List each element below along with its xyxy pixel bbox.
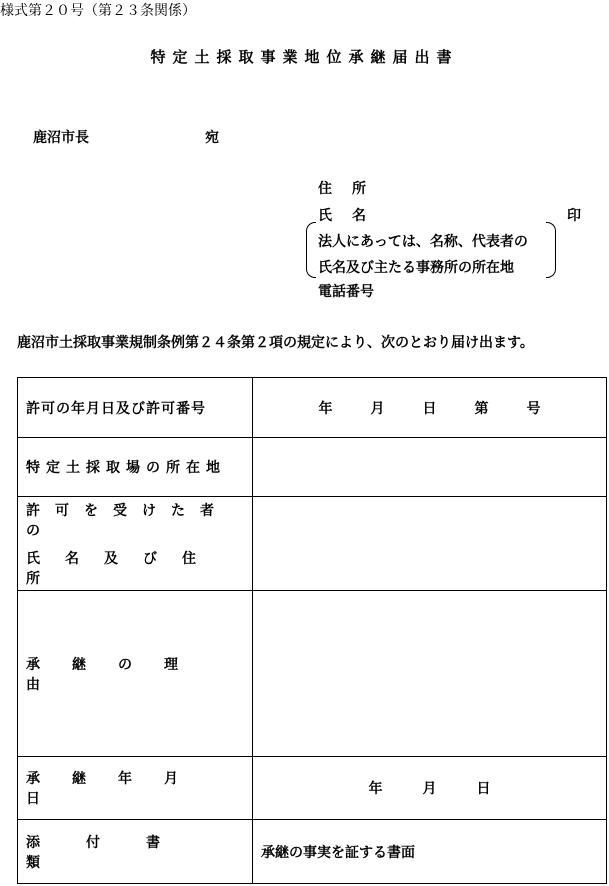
table-row xyxy=(18,497,607,591)
corporate-note-line1: 法人にあっては、名称、代表者の xyxy=(318,234,528,250)
name-label: 氏名 xyxy=(318,208,386,224)
table-row xyxy=(18,591,607,757)
holder-label-line1: 許可を受けた者の xyxy=(26,502,229,539)
row-label-permit-holder xyxy=(18,497,253,591)
table-row xyxy=(18,378,607,438)
year-unit: 年 xyxy=(318,400,333,417)
address-label: 住所 xyxy=(318,181,386,197)
table-row xyxy=(18,820,607,884)
row-label-succession-date xyxy=(18,757,253,820)
month-unit: 月 xyxy=(370,400,385,417)
row-label-location xyxy=(18,438,253,497)
reason-label: 承継の理由 xyxy=(26,656,210,693)
attachments-label: 添付書類 xyxy=(26,834,206,871)
number-suffix: 号 xyxy=(526,400,541,417)
permit-value-cell[interactable] xyxy=(253,378,607,438)
addressee-honorific: 宛 xyxy=(205,130,219,146)
bracket-left xyxy=(306,222,316,278)
year-unit: 年 xyxy=(368,781,383,797)
document-title: 特定土採取事業地位承継届出書 xyxy=(150,48,459,66)
corporate-note-line2: 氏名及び主たる事務所の所在地 xyxy=(318,260,514,276)
holder-label-line2: 氏名及び住所 xyxy=(26,550,221,587)
attachments-value: 承継の事実を証する書面 xyxy=(261,844,415,861)
reason-value-cell[interactable] xyxy=(253,591,607,757)
seal-mark: 印 xyxy=(567,208,581,224)
succession-date-value-cell[interactable] xyxy=(253,757,607,820)
row-label-attachments xyxy=(18,820,253,884)
day-unit: 日 xyxy=(476,781,491,797)
attachments-value-cell[interactable] xyxy=(253,820,607,884)
bracket-right xyxy=(546,222,556,278)
table-row xyxy=(18,438,607,497)
day-unit: 日 xyxy=(422,400,437,417)
notification-table xyxy=(17,377,607,884)
table-row xyxy=(18,757,607,820)
phone-label: 電話番号 xyxy=(318,284,374,300)
location-value-cell[interactable] xyxy=(253,438,607,497)
holder-value-cell[interactable] xyxy=(253,497,607,591)
month-unit: 月 xyxy=(422,781,437,797)
number-prefix: 第 xyxy=(474,400,489,417)
row-label-reason xyxy=(18,591,253,757)
form-number: 様式第２０号（第２３条関係） xyxy=(0,3,196,19)
statement-text: 鹿沼市土採取事業規制条例第２４条第２項の規定により、次のとおり届け出ます。 xyxy=(17,335,534,351)
location-label: 特定土採取場の所在地 xyxy=(26,460,226,476)
succession-date-label: 承継年月日 xyxy=(26,771,210,807)
permit-label: 許可の年月日及び許可番号 xyxy=(26,400,206,417)
addressee-name: 鹿沼市長 xyxy=(33,130,89,146)
row-label-permit xyxy=(18,378,253,438)
